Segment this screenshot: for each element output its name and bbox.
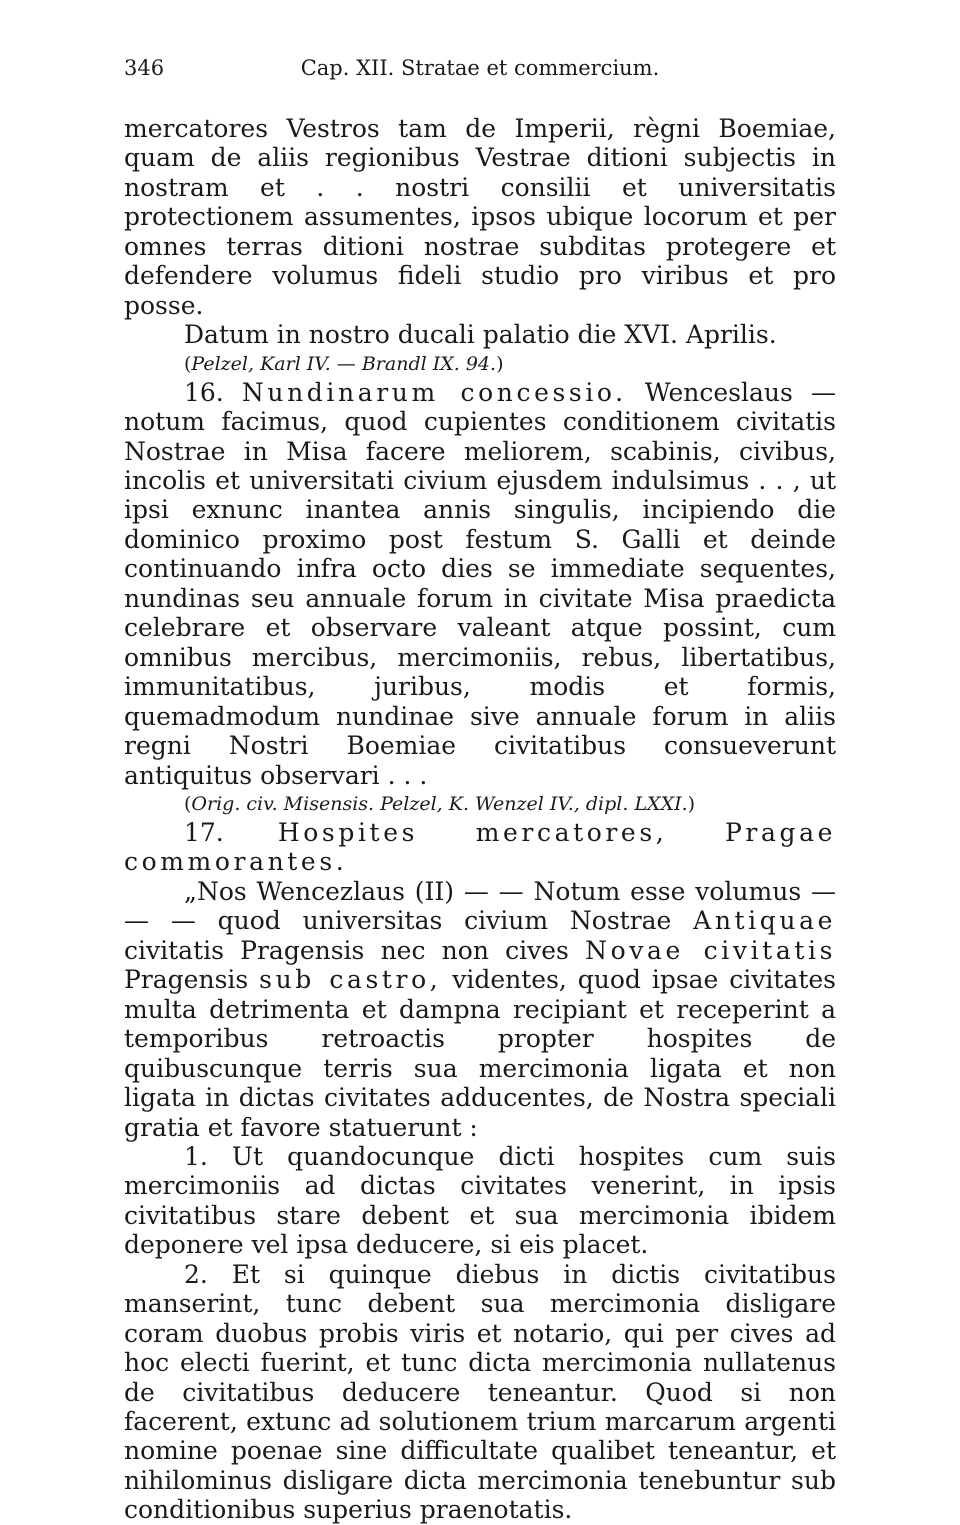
body-text — [124, 114, 836, 1525]
section-17-intro-c: Pragensis — [124, 965, 249, 995]
page-number: 346 — [124, 56, 165, 80]
section-17-item-2: 2. Et si quinque diebus in dictis civitatibus manserint, tunc debent sua mercimonia disligare coram duobus probis viris et notario, qui per cives ad hoc electi fuerint, et tunc dicta mercimonia nullatenus de civitatibus deducere teneantur. Quod si non facerent, extunc ad solutionem trium marcarum argenti nomine poenae sine difficultate qualibet teneantur, et nihilominus disligare dicta mercimonia tenebuntur sub conditionibus superius praenotatis. — [124, 1259, 836, 1525]
section-16-number: 16. — [184, 377, 224, 407]
section-17-item-1: 1. Ut quandocunque dicti hospites cum suis mercimoniis ad dictas civitates venerint, in ipsis civitatibus stare debent et sua mercimonia ibidem deponere vel ipsa deducere, si eis placet. — [124, 1141, 836, 1260]
citation-2-open-paren: ( — [184, 792, 192, 815]
source-citation-2 — [124, 790, 836, 818]
dating-clause: Datum in nostro ducali palatio die XVI. Aprilis. — [184, 320, 777, 350]
section-17-intro-d: videntes, quod ipsae civitates multa detrimenta et dampna recipiant et receperint a temporibus retroactis propter hospites de quibuscunque terris sua mercimonia ligata et non ligata in dictas civitates adducentes, de Nostra speciali gratia et favore statuerunt : — [124, 965, 836, 1142]
section-17-number: 17. — [184, 817, 224, 847]
citation-2-close-paren: ) — [687, 792, 696, 815]
section-17-intro — [124, 877, 836, 1142]
page-header — [124, 56, 836, 96]
source-citation-1 — [124, 350, 836, 378]
citation-author-2: Brandl IX. 94. — [361, 352, 497, 375]
citation-open-paren: ( — [184, 352, 192, 375]
section-16-text: Wenceslaus — notum facimus, quod cupientes conditionem civitatis Nostrae in Misa facere meliorem, scabinis, civibus, incolis et universitati civium ejusdem indulsimus . . , ut ipsi exnunc inantea annis singulis, incipiendo die dominico proximo post festum S. Galli et deinde continuando infra octo dies se immediate sequentes, nundinas seu annuale forum in civitate Misa praedicta celebrare et observare valeant atque possint, cum omnibus mercibus, mercimoniis, rebus, libertatibus, immunitatibus, juribus, modis et formis, quemadmodum nundinae sive annuale forum in aliis regni Nostri Boemiae civitatibus consueverunt antiquitus observari . . . — [124, 377, 836, 790]
citation-2-text: Orig. civ. Misensis. Pelzel, K. Wenzel IV., dipl. LXXI. — [191, 792, 688, 815]
citation-close-paren: ) — [496, 352, 504, 375]
emphasis-novae-civitatis: Novae civitatis — [585, 935, 837, 965]
running-head: Cap. XII. Stratae et commercium. — [300, 56, 660, 80]
section-17-title: Hospites mercatores, Pragae commorantes. — [124, 817, 836, 877]
emphasis-sub-castro: sub castro, — [259, 965, 442, 995]
emphasis-antiquae: Antiquae — [693, 906, 836, 936]
section-16-title: Nundinarum concessio. — [241, 377, 627, 407]
citation-author-1: Pelzel, Karl IV. — [191, 352, 331, 375]
paragraph-continuation: mercatores Vestros tam de Imperii, règni Boemiae, quam de aliis regionibus Vestrae ditioni subjectis in nostram et . . nostri consilii et universitatis protectionem assumentes, ipsos ubique locorum et per omnes terras ditioni nostrae subditas protegere et defendere volumus fideli studio pro viribus et pro posse. — [124, 114, 836, 320]
section-16 — [124, 378, 836, 790]
section-17-heading — [124, 818, 836, 877]
citation-dash: — — [330, 352, 362, 375]
section-17-intro-b: civitatis Pragensis nec non cives — [124, 935, 569, 965]
section-17-intro-a: „Nos Wencezlaus (II) — — Notum esse volumus — — — quod universitas civium Nostrae — [124, 876, 836, 936]
